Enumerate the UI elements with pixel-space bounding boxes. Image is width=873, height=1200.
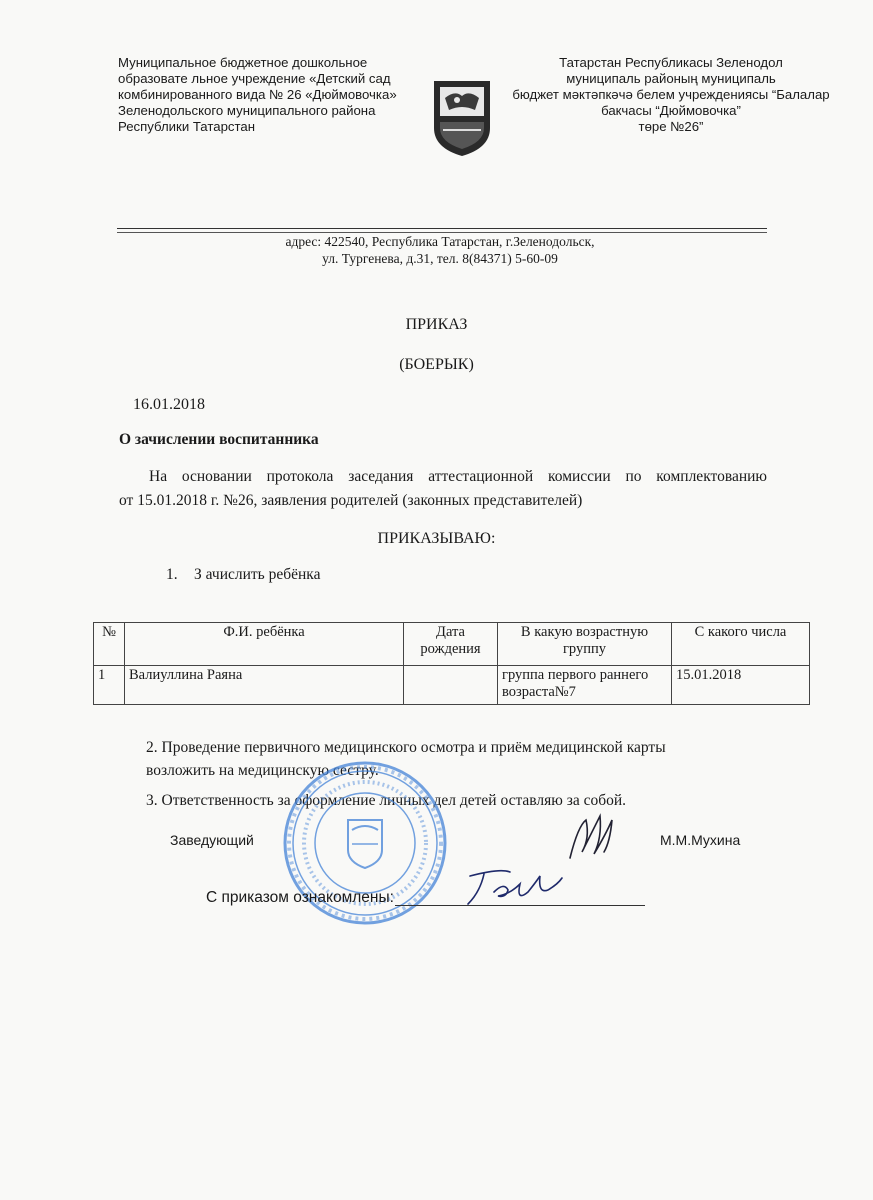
header-left-line: образовате льное учреждение «Детский сад <box>118 71 391 86</box>
header-left-line: Республики Татарстан <box>118 119 256 134</box>
document-date: 16.01.2018 <box>133 396 205 413</box>
cell-birth-date <box>404 666 498 705</box>
basis-paragraph <box>119 465 767 513</box>
address-line: ул. Тургенева, д.31, тел. 8(84371) 5-60-09 <box>322 251 558 266</box>
coat-of-arms-emblem <box>431 78 493 158</box>
order-item-2-line-1: 2. Проведение первичного медицинского осмотра и приём медицинской карты <box>146 739 666 756</box>
col-header-from-date: С какого числа <box>672 623 810 666</box>
header-right-line: Татарстан Республикасы Зеленодол <box>559 55 783 70</box>
col-header-birth-date: Дата рождения <box>404 623 498 666</box>
head-position-label: Заведующий <box>170 832 254 848</box>
order-item-1-text: З ачислить ребёнка <box>194 566 321 583</box>
header-left-block <box>118 55 418 135</box>
address-line: адрес: 422540, Республика Татарстан, г.Зеленодольск, <box>285 234 595 249</box>
header-left-line: Муниципальное бюджетное дошкольное <box>118 55 368 70</box>
order-word: ПРИКАЗЫВАЮ: <box>377 530 496 547</box>
header-right-line: муниципаль районың муниципаль <box>566 71 776 86</box>
acknowledgement-label: С приказом ознакомлены: <box>206 889 394 906</box>
table-row <box>94 666 810 705</box>
header-right-line: бюджет мәктәпкәчә белем учреждениясы “Балалар <box>512 87 830 102</box>
cell-child-name: Валиуллина Раяна <box>125 666 404 705</box>
basis-line-2: от 15.01.2018 г. №26, заявления родителей (законных представителей) <box>119 492 583 509</box>
header-divider-thick <box>117 228 767 229</box>
document-title-tatar: (БОЕРЫК) <box>399 356 474 373</box>
table-header-row <box>94 623 810 666</box>
header-right-line: бакчасы “Дюймовочка” <box>601 103 741 118</box>
order-item-1 <box>166 566 320 584</box>
address-block <box>260 233 620 267</box>
header-left-line: комбинированного вида № 26 «Дюймовочка» <box>118 87 397 102</box>
head-signature <box>560 808 630 868</box>
header-left-line: Зеленодольского муниципального района <box>118 103 376 118</box>
enrollment-table <box>93 622 810 705</box>
head-name: М.М.Мухина <box>660 832 741 848</box>
document-subject: О зачислении воспитанника <box>119 431 319 448</box>
col-header-number: № <box>94 623 125 666</box>
order-item-1-number: 1. <box>166 566 178 583</box>
col-header-child-name: Ф.И. ребёнка <box>125 623 404 666</box>
header-right-line: төре №26” <box>638 119 704 134</box>
order-item-2-line-2: возложить на медицинскую сестру. <box>146 762 379 779</box>
order-item-2 <box>146 736 786 782</box>
col-header-group: В какую возрастную группу <box>498 623 672 666</box>
parent-signature <box>450 862 580 912</box>
document-title: ПРИКАЗ <box>405 316 468 333</box>
header-right-block <box>506 55 836 135</box>
order-item-3: 3. Ответственность за оформление личных дел детей оставляю за собой. <box>146 792 627 809</box>
basis-line-1: На основании протокола заседания аттестационной комиссии по комплектованию <box>149 468 767 485</box>
cell-number: 1 <box>94 666 125 705</box>
cell-group: группа первого раннего возраста№7 <box>498 666 672 705</box>
cell-from-date: 15.01.2018 <box>672 666 810 705</box>
